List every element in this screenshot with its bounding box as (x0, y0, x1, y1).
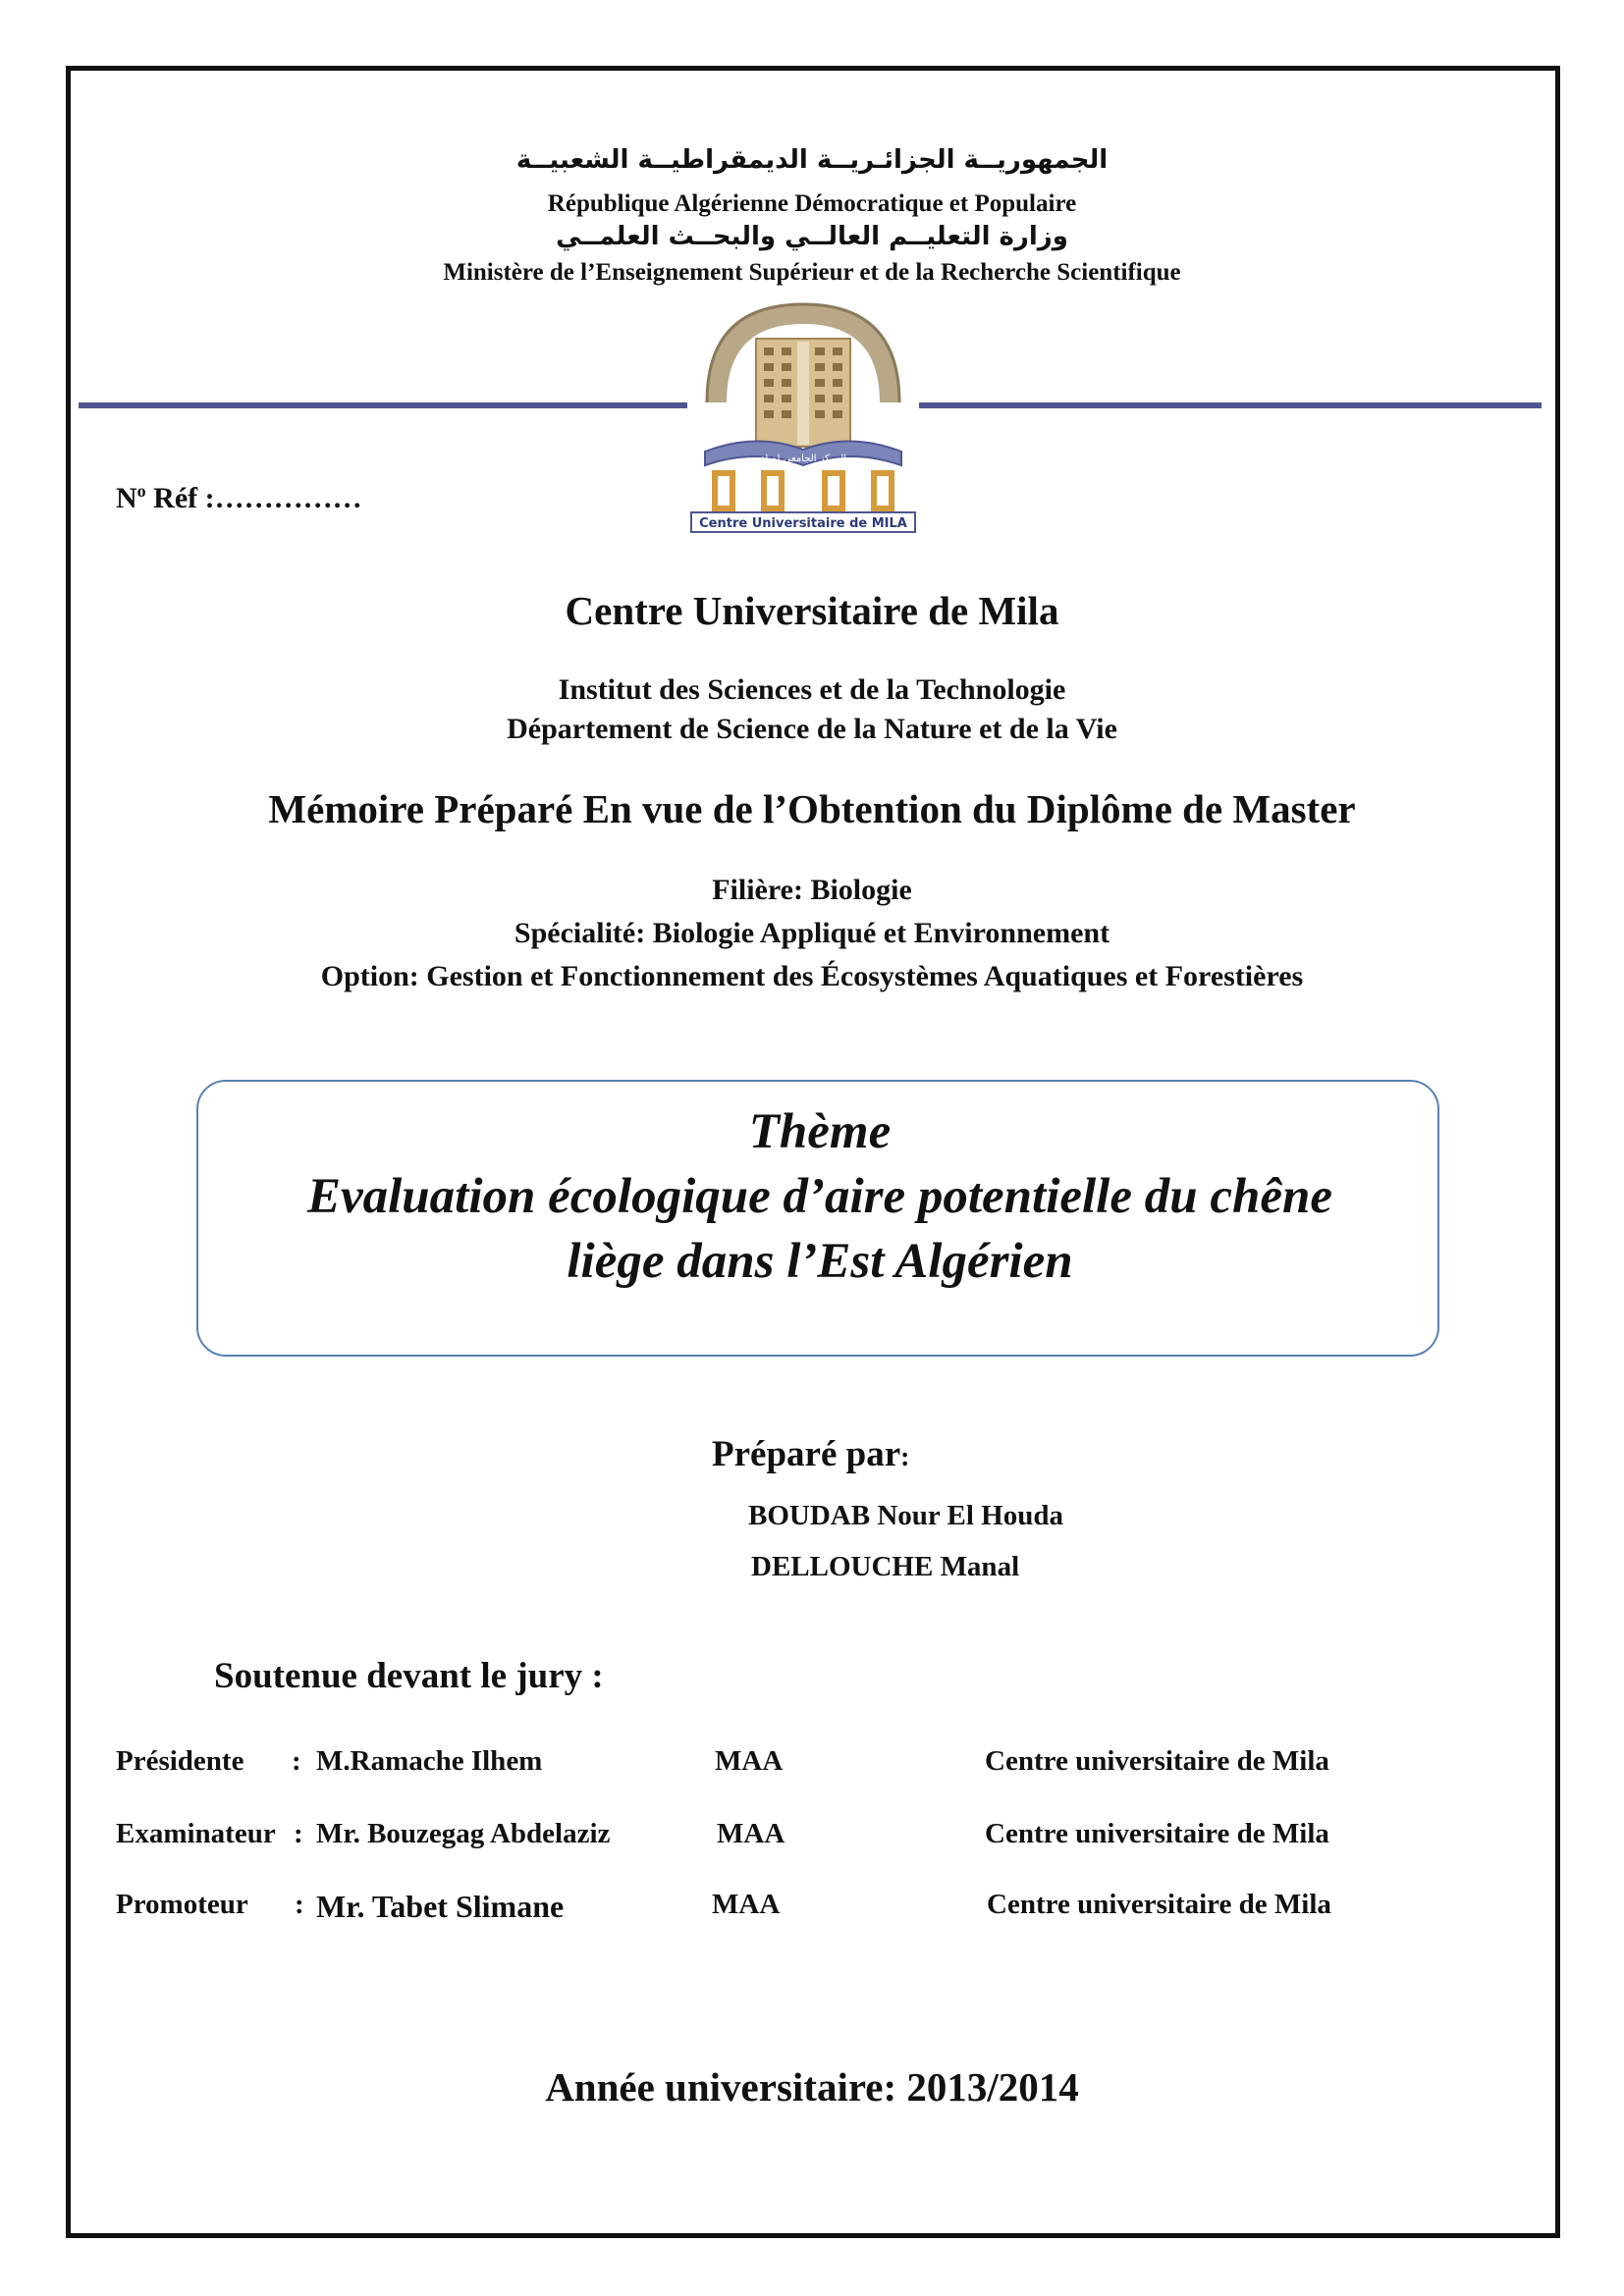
arabic-ministry-heading: وزارة التعليــم العالــي والبحــث العلمــي (556, 222, 1068, 251)
prepared-by-label: Préparé par: (712, 1434, 910, 1474)
theme-title-line1: Evaluation écologique d’aire potentielle du chêne (306, 1169, 1332, 1224)
jury-institution: Centre universitaire de Mila (987, 1889, 1331, 1920)
jury-institution: Centre universitaire de Mila (985, 1745, 1329, 1777)
jury-role: Promoteur (116, 1889, 248, 1920)
jury-name: Mr. Bouzegag Abdelaziz (316, 1818, 611, 1849)
french-republic-heading: République Algérienne Démocratique et Populaire (547, 190, 1077, 217)
jury-grade: MAA (715, 1745, 784, 1777)
filiere-line: Filière: Biologie (712, 874, 912, 906)
jury-name: M.Ramache Ilhem (316, 1745, 543, 1777)
theme-label: Thème (748, 1104, 892, 1159)
jury-institution: Centre universitaire de Mila (985, 1818, 1329, 1849)
institution-name: Centre Universitaire de Mila (565, 588, 1059, 633)
reference-number: $N^o$ Réf :…………… (116, 481, 362, 514)
jury-name: Mr. Tabet Slimane (316, 1889, 565, 1924)
theme-title-line2: liège dans l’Est Algérien (567, 1234, 1073, 1289)
author-1: BOUDAB Nour El Houda (748, 1500, 1063, 1531)
french-ministry-heading: Ministère de l’Enseignement Supérieur et de la Recherche Scientifique (443, 259, 1181, 286)
institute-name: Institut des Sciences et de la Technologie (558, 673, 1066, 706)
jury-title: Soutenue devant le jury : (214, 1656, 604, 1696)
logo-caption: Centre Universitaire de MILA (699, 516, 907, 531)
jury-separator: : (295, 1889, 304, 1920)
jury-grade: MAA (712, 1889, 781, 1920)
department-name: Département de Science de la Nature et de la Vie (507, 713, 1117, 745)
header-rule-left (79, 402, 687, 408)
option-line: Option: Gestion et Fonctionnement des Écosystèmes Aquatiques et Forestières (320, 960, 1304, 992)
jury-separator: : (294, 1818, 303, 1849)
specialite-line: Spécialité: Biologie Appliqué et Environnement (514, 917, 1110, 949)
header-rule-right (919, 402, 1542, 408)
arabic-republic-heading: الجمهوريــة الجزائـريــة الديمقراطيــة الشعبيــة (515, 145, 1109, 175)
author-2: DELLOUCHE Manal (751, 1551, 1020, 1582)
university-logo (687, 285, 919, 535)
university-logo-graphic (687, 285, 919, 535)
logo-arabic-caption: المركز الجامعي لميلة (759, 454, 847, 464)
memoire-heading: Mémoire Préparé En vue de l’Obtention du Diplôme de Master (268, 786, 1356, 831)
jury-grade: MAA (717, 1818, 785, 1849)
jury-role: Examinateur (116, 1818, 276, 1849)
academic-year: Année universitaire: 2013/2014 (545, 2064, 1079, 2109)
jury-role: Présidente (116, 1745, 244, 1777)
jury-separator: : (292, 1745, 301, 1777)
theme-box (196, 1080, 1439, 1357)
